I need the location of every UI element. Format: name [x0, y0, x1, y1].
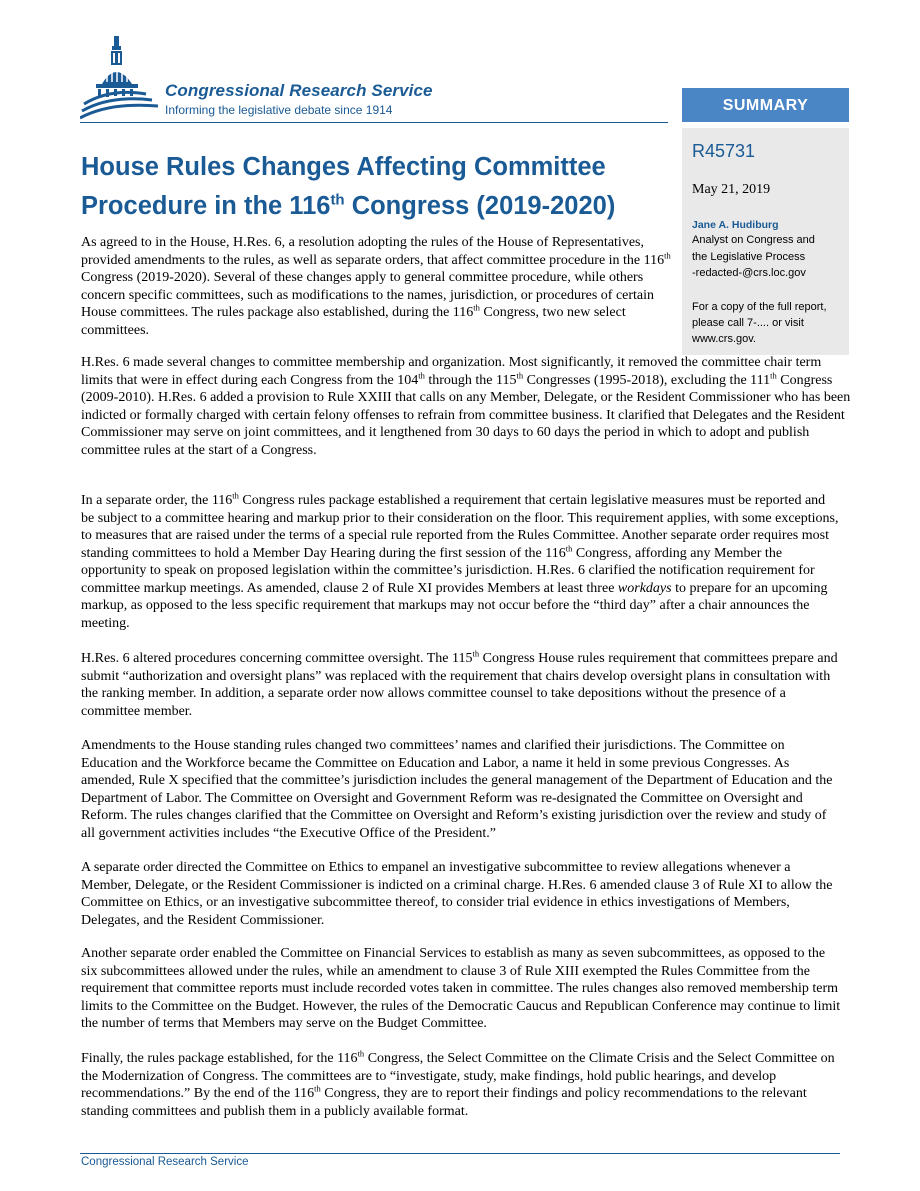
report-date: May 21, 2019 — [692, 182, 771, 197]
summary-paragraph-6: A separate order directed the Committee on Ethics to empanel an investigative subcommittee to review allegations whenever a Member, Delegate, or the Resident Commissioner is indicted on a criminal charge. H.Res. 6 amended clause 3 of Rule XI to allow the Committee on Ethics, or an investigative subcommittee thereof, to consider trial evidence in ethics investigations of Members, Delegates, and the Resident Commissioner. — [81, 860, 833, 928]
copy-note-line2: please call 7-.... or visit — [692, 317, 804, 329]
org-name: Congressional Research Service — [165, 81, 433, 100]
summary-tab: SUMMARY — [682, 88, 849, 122]
author-email: -redacted-@crs.loc.gov — [692, 267, 806, 279]
capitol-dome-icon — [80, 34, 160, 122]
crs-logo — [80, 34, 480, 124]
org-tagline: Informing the legislative debate since 1914 — [165, 103, 393, 117]
summary-paragraph-7: Another separate order enabled the Committee on Financial Services to establish as many as seven subcommittees, as opposed to the six subcommittees allowed under the rules, while an amendment to clause 3 of Rule XIII exempted the Rules Committee from the requirement that committee reports must include recorded votes taken in committee. The rules changes also removed membership term limits to the Committee on the Budget. However, the rules of the Democratic Caucus and Republican Conference may continue to limit the number of terms that Members may serve on the Budget Committee. — [81, 946, 841, 1031]
summary-paragraph-8: Finally, the rules package established, for the 116th Congress, the Select Committee on the Climate Crisis and the Select Committee on the Modernization of Congress. The committees are to “investigate, study, make findings, hold public hearings, and develop recommendations.” By the end of the 116th Congress, they are to report their findings and policy recommendations to the relevant standing committees and publish them in a publicly available format. — [81, 1048, 835, 1119]
summary-paragraph-4: H.Res. 6 altered procedures concerning committee oversight. The 115th Congress House rules requirement that committees prepare and submit “authorization and oversight plans” was replaced with the requirement that chairs develop oversight plans in consultation with the ranking member. In addition, a separate order now allows committee counsel to take depositions without the presence of a committee member. — [81, 648, 838, 719]
copy-note-line3: www.crs.gov. — [692, 333, 756, 345]
summary-paragraph-2: H.Res. 6 made several changes to committee membership and organization. Most significantly, it removed the committee chair term limits that were in effect during each Congress from the 104th through the 115th Congresses (1995-2018), excluding the 111th Congress (2009-2010). H.Res. 6 added a provision to Rule XXIII that calls on any Member, Delegate, or the Resident Commissioner who has been indicted or formally charged with certain felony offenses to refrain from committee business. It clarified that Delegates and the Resident Commissioner may serve on joint committees, and it lengthened from 30 days to 60 days the period in which to adopt and publish committee rules at the start of a Congress. — [81, 355, 851, 458]
author-title-line2: the Legislative Process — [692, 251, 806, 263]
copy-note-line1: For a copy of the full report, — [692, 301, 827, 313]
summary-paragraph-5: Amendments to the House standing rules changed two committees’ names and clarified their jurisdictions. The Committee on Education and the Workforce became the Committee on Education and Labor, a name it held in some previous Congresses. As amended, Rule X specified that the committee’s jurisdiction includes the general management of the Department of Education and the Department of Labor. The Committee on Oversight and Government Reform was re-designated the Committee on Oversight and Reform. The rules changes clarified that the Committee on Oversight and Reform’s existing jurisdiction over the review and study of all government activities includes “the Executive Office of the President.” — [81, 738, 833, 841]
page-title: House Rules Changes Affecting Committee Procedure in the 116th Congress (2019-2020) — [81, 153, 616, 220]
summary-paragraph-3: In a separate order, the 116th Congress rules package established a requirement that certain legislative measures must be reported and be subject to a committee hearing and markup prior to their consideration on the floor. This requirement applies, with some exceptions, to measures that are raised under the terms of a special rule reported from the Rules Committee. Another separate order requires most standing committees to hold a Member Day Hearing during the first session of the 116th Congress, affording any Member the opportunity to speak on proposed legislation within the committee’s jurisdiction. H.Res. 6 clarified the notification requirement for committee markup meetings. As amended, clause 2 of Rule XI provides Members at least three workdays to prepare for an upcoming markup, as opposed to the less specific requirement that markups may not occur before the “third day” after a chair announces the meeting. — [81, 490, 839, 631]
author-title-line1: Analyst on Congress and — [692, 234, 815, 246]
summary-paragraph-1: As agreed to in the House, H.Res. 6, a resolution adopting the rules of the House of Representatives, provided amendments to the rules, as well as separate orders, that affect committee procedure in the 116th Congress (2019-2020). Several of these changes apply to general committee procedure, while others concern specific committees, such as modifications to the names, jurisdiction, or procedures of certain House committees. The rules package also established, during the 116th Congress, two new select committees. — [81, 235, 671, 338]
footer-org-name: Congressional Research Service — [81, 1156, 249, 1168]
report-number: R45731 — [692, 141, 756, 161]
footer-divider — [80, 1153, 840, 1154]
author-name: Jane A. Hudiburg — [692, 219, 779, 231]
header-divider — [80, 122, 668, 123]
